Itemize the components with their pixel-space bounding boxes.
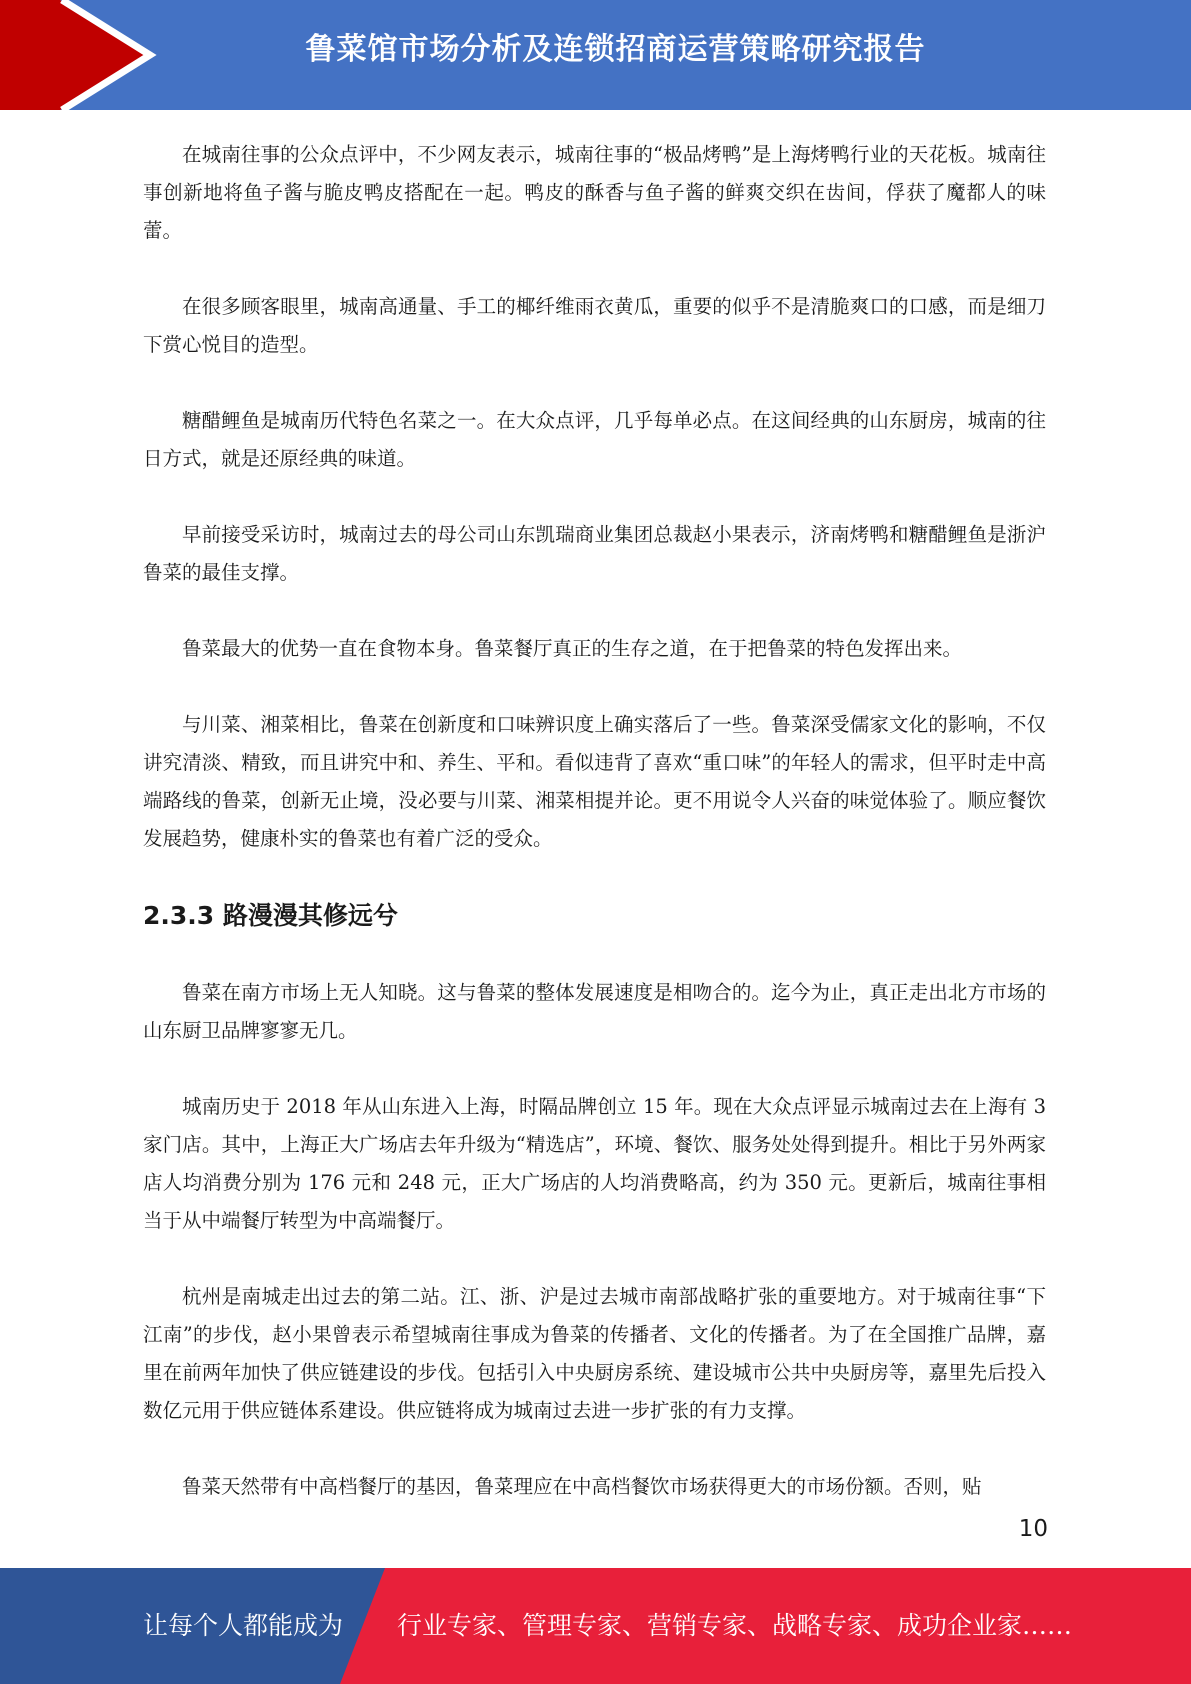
paragraph: 鲁菜最大的优势一直在食物本身。鲁菜餐厅真正的生存之道，在于把鲁菜的特色发挥出来。 — [182, 637, 963, 660]
paragraph: 在城南往事的公众点评中，不少网友表示，城南往事的“极品烤鸭”是上海烤鸭行业的天花板。城南往事创新地将鱼子酱与脆皮鸭皮搭配在一起。鸭皮的酥香与鱼子酱的鲜爽交织在齿间，俘获了魔都人的味蕾。 — [143, 143, 1046, 242]
paragraph: 鲁菜在南方市场上无人知晓。这与鲁菜的整体发展速度是相吻合的。迄今为止，真正走出北方市场的山东厨卫品牌寥寥无几。 — [143, 981, 1046, 1042]
paragraph: 在很多顾客眼里，城南高通量、手工的椰纤维雨衣黄瓜，重要的似乎不是清脆爽口的口感，而是细刀下赏心悦目的造型。 — [143, 295, 1046, 356]
section-heading: 2.3.3 路漫漫其修远兮 — [143, 901, 398, 930]
footer-slogan-left: 让每个人都能成为 — [143, 1611, 344, 1640]
paragraph: 早前接受采访时，城南过去的母公司山东凯瑞商业集团总裁赵小果表示，济南烤鸭和糖醋鲤鱼是浙沪鲁菜的最佳支撑。 — [143, 523, 1046, 584]
paragraph: 糖醋鲤鱼是城南历代特色名菜之一。在大众点评，几乎每单必点。在这间经典的山东厨房，城南的往日方式，就是还原经典的味道。 — [143, 409, 1046, 470]
paragraph: 城南历史于 2018 年从山东进入上海，时隔品牌创立 15 年。现在大众点评显示城南过去在上海有 3 家门店。其中，上海正大广场店去年升级为“精选店”，环境、餐饮、服务处处得到提升。相比于另外两家店人均消费分别为 176 元和 248 元，正大广场店的人均消费略高，约为 350 元。更新后，城南往事相当于从中端餐厅转型为中高端餐厅。 — [143, 1095, 1046, 1232]
page-number: 10 — [1018, 1516, 1048, 1542]
paragraph: 杭州是南城走出过去的第二站。江、浙、沪是过去城市南部战略扩张的重要地方。对于城南往事“下江南”的步伐，赵小果曾表示希望城南往事成为鲁菜的传播者、文化的传播者。为了在全国推广品牌，嘉里在前两年加快了供应链建设的步伐。包括引入中央厨房系统、建设城市公共中央厨房等，嘉里先后投入数亿元用于供应链体系建设。供应链将成为城南过去进一步扩张的有力支撑。 — [143, 1285, 1046, 1422]
page-header — [0, 0, 1191, 110]
report-title: 鲁菜馆市场分析及连锁招商运营策略研究报告 — [305, 32, 926, 67]
page-footer — [0, 1568, 1191, 1684]
report-body — [143, 136, 1046, 1544]
footer-slogan-right: 行业专家、管理专家、营销专家、战略专家、成功企业家…… — [397, 1611, 1073, 1640]
paragraph: 鲁菜天然带有中高档餐厅的基因，鲁菜理应在中高档餐饮市场获得更大的市场份额。否则，贴 — [182, 1475, 982, 1498]
paragraph: 与川菜、湘菜相比，鲁菜在创新度和口味辨识度上确实落后了一些。鲁菜深受儒家文化的影响，不仅讲究清淡、精致，而且讲究中和、养生、平和。看似违背了喜欢“重口味”的年轻人的需求，但平时走中高端路线的鲁菜，创新无止境，没必要与川菜、湘菜相提并论。更不用说令人兴奋的味觉体验了。顺应餐饮发展趋势，健康朴实的鲁菜也有着广泛的受众。 — [143, 713, 1046, 850]
